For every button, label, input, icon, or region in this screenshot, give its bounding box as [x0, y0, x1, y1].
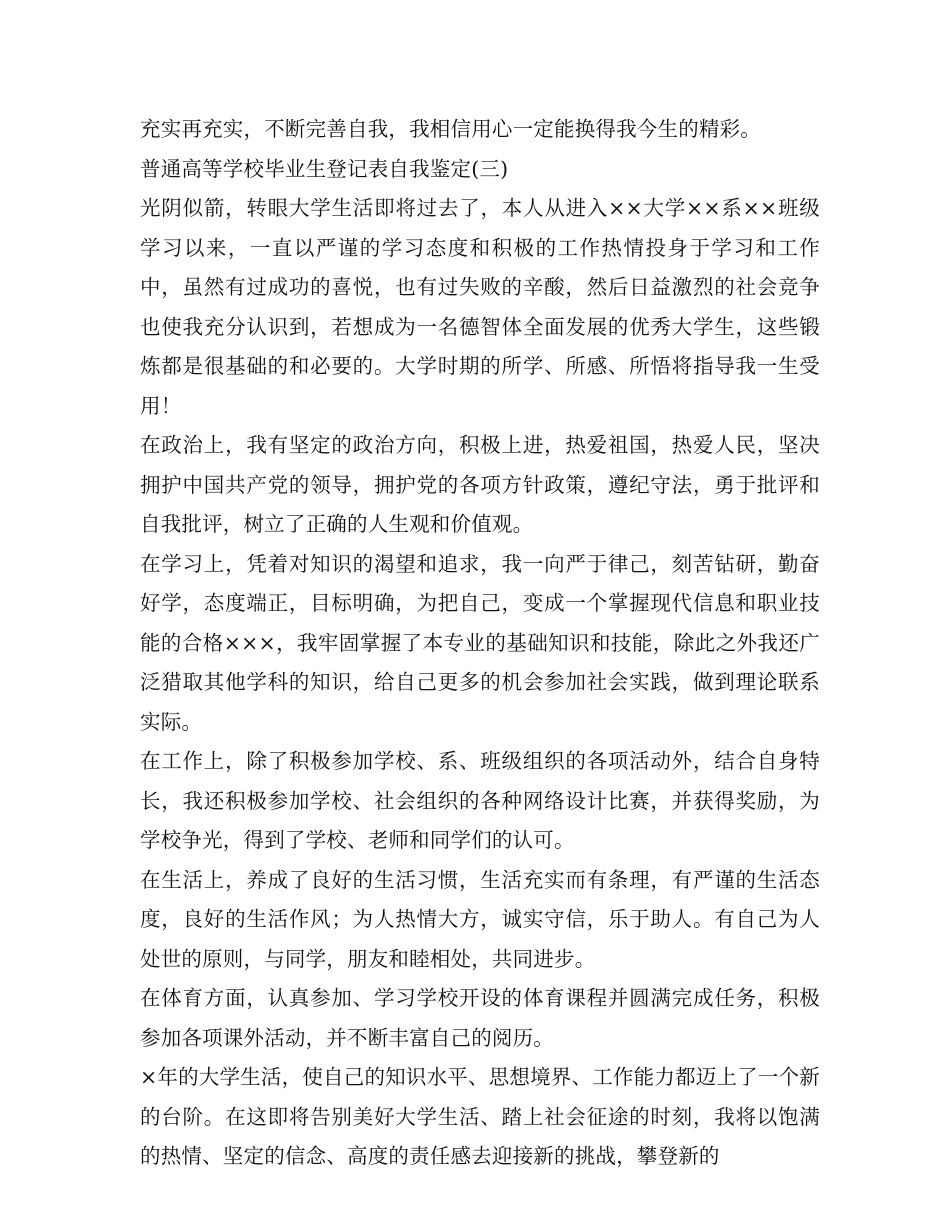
- paragraph-closing-line: 充实再充实，不断完善自我，我相信用心一定能换得我今生的精彩。: [140, 117, 761, 141]
- paragraph-sports: 在体育方面，认真参加、学习学校开设的体育课程并圆满完成任务，积极参加各项课外活动，并不断丰富自己的阅历。: [140, 986, 820, 1050]
- paragraph-work: 在工作上，除了积极参加学校、系、班级组织的各项活动外，结合自身特长，我还积极参加学校、社会组织的各种网络设计比赛，并获得奖励，为学校争光，得到了学校、老师和同学们的认可。: [140, 749, 820, 852]
- paragraph-intro: 光阴似箭，转眼大学生活即将过去了，本人从进入××大学××系××班级学习以来，一直以严谨的学习态度和积极的工作热情投身于学习和工作中，虽然有过成功的喜悦，也有过失败的辛酸，然后日益激烈的社会竞争也使我充分认识到，若想成为一名德智体全面发展的优秀大学生，这些锻炼都是很基础的和必要的。大学时期的所学、所感、所悟将指导我一生受用！: [140, 196, 820, 418]
- paragraph-life: 在生活上，养成了良好的生活习惯，生活充实而有条理，有严谨的生活态度，良好的生活作风；为人热情大方，诚实守信，乐于助人。有自己为人处世的原则，与同学，朋友和睦相处，共同进步。: [140, 867, 820, 971]
- paragraph-politics: 在政治上，我有坚定的政治方向，积极上进，热爱祖国，热爱人民，坚决拥护中国共产党的领导，拥护党的各项方针政策，遵纪守法，勇于批评和自我批评，树立了正确的人生观和价值观。: [140, 433, 820, 536]
- paragraph-summary: ×年的大学生活，使自己的知识水平、思想境界、工作能力都迈上了一个新的台阶。在这即将告别美好大学生活、踏上社会征途的时刻，我将以饱满的热情、坚定的信念、高度的责任感去迎接新的挑战，攀登新的: [140, 1065, 820, 1168]
- paragraph-study: 在学习上，凭着对知识的渴望和追求，我一向严于律己，刻苦钻研，勤奋好学，态度端正，目标明确，为把自己，变成一个掌握现代信息和职业技能的合格×××，我牢固掌握了本专业的基础知识和技能，除此之外我还广泛猎取其他学科的知识，给自己更多的机会参加社会实践，做到理论联系实际。: [140, 551, 820, 734]
- section-heading: 普通高等学校毕业生登记表自我鉴定(三): [140, 156, 509, 181]
- document-body: [140, 110, 820, 1177]
